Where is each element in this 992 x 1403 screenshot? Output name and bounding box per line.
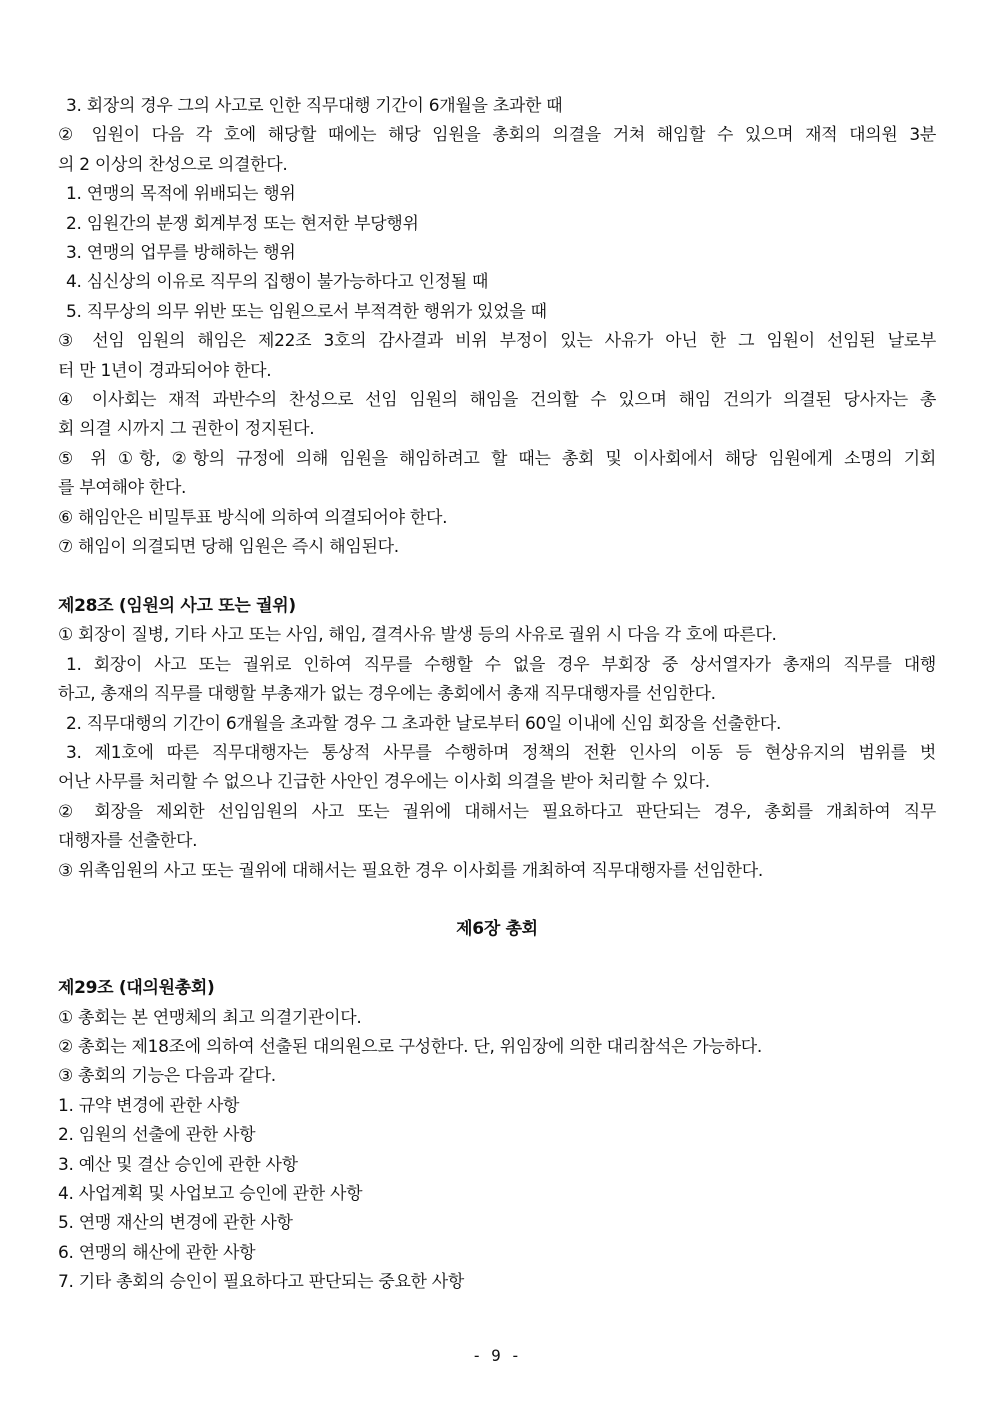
article27-para3-line1: ③ 선임 임원의 해임은 제22조 3호의 감사결과 비위 부정이 있는 사유가 아닌 한 그 임원이 선임된 날로부 [58,331,937,352]
article29-para3: ③ 총회의 기능은 다음과 같다. [58,1066,276,1087]
article28-para3: ③ 위촉임원의 사고 또는 궐위에 대해서는 필요한 경우 이사회를 개최하여 직무대행자를 선임한다. [58,860,763,881]
article27-para5-line1: ⑤ 위 ①항, ②항의 규정에 의해 임원을 해임하려고 할 때는 총회 및 이사회에서 해당 임원에게 소명의 기회 [58,448,936,469]
article28-item3-line1: 3. 제1호에 따른 직무대행자는 통상적 사무를 수행하며 정책의 전환 인사의 이동 등 현상유지의 범위를 벗 [66,742,936,763]
article29-item5: 5. 연맹 재산의 변경에 관한 사항 [58,1213,293,1234]
article27-para6: ⑥ 해임안은 비밀투표 방식에 의하여 의결되어야 한다. [58,507,448,528]
article28-item1-line1: 1. 회장이 사고 또는 궐위로 인하여 직무를 수행할 수 없을 경우 부회장 중 상서열자가 총재의 직무를 대행 [66,654,936,675]
article28-item3-line2: 어난 사무를 처리할 수 없으나 긴급한 사안인 경우에는 이사회 의결을 받아 처리할 수 있다. [58,772,710,793]
article29-item4: 4. 사업계획 및 사업보고 승인에 관한 사항 [58,1183,363,1204]
article29-heading: 제29조 (대의원총회) [58,978,215,999]
article27-para2-item2: 2. 임원간의 분쟁 회계부정 또는 현저한 부당행위 [66,213,419,234]
spacer [58,563,936,592]
article29-item6: 6. 연맹의 해산에 관한 사항 [58,1242,256,1263]
article27-para2-line1: ② 임원이 다음 각 호에 해당할 때에는 해당 임원을 총회의 의결을 거쳐 해임할 수 있으며 재적 대의원 3분 [58,125,936,146]
article29-item2: 2. 임원의 선출에 관한 사항 [58,1125,256,1146]
article27-para5-line2: 를 부여해야 한다. [58,478,187,499]
article27-item3: 3. 회장의 경우 그의 사고로 인한 직무대행 기간이 6개월을 초과한 때 [66,96,563,116]
document-page [58,92,936,1298]
article27-para2-item1: 1. 연맹의 목적에 위배되는 행위 [66,184,296,205]
article28-item1-line2: 하고, 총재의 직무를 대행할 부총재가 없는 경우에는 총회에서 총재 직무대행자를 선임한다. [58,684,716,705]
article28-para2-line1: ② 회장을 제외한 선임임원의 사고 또는 궐위에 대해서는 필요하다고 판단되는 경우, 총회를 개최하여 직무 [58,801,936,822]
article29-para2: ② 총회는 제18조에 의하여 선출된 대의원으로 구성한다. 단, 위임장에 의한 대리참석은 가능하다. [58,1036,762,1057]
article27-para2-item3: 3. 연맹의 업무를 방해하는 행위 [66,243,296,264]
spacer [58,886,936,915]
article28-para1: ① 회장이 질병, 기타 사고 또는 사임, 해임, 결격사유 발생 등의 사유로 궐위 시 다음 각 호에 따른다. [58,625,777,646]
article27-para2-item5: 5. 직무상의 의무 위반 또는 임원으로서 부적격한 행위가 있었을 때 [66,301,547,322]
article27-para4-line1: ④ 이사회는 재적 과반수의 찬성으로 선임 임원의 해임을 건의할 수 있으며 해임 건의가 의결된 당사자는 총 [58,390,936,411]
article28-heading: 제28조 (임원의 사고 또는 궐위) [58,595,296,616]
article28-item2: 2. 직무대행의 기간이 6개월을 초과할 경우 그 초과한 날로부터 60일 이내에 신임 회장을 선출한다. [66,713,782,734]
article27-para4-line2: 회 의결 시까지 그 권한이 정지된다. [58,419,315,440]
page-number: - 9 - [471,1346,521,1365]
article27-para2-item4: 4. 심신상의 이유로 직무의 집행이 불가능하다고 인정될 때 [66,272,489,293]
article28-para2-line2: 대행자를 선출한다. [58,831,198,852]
article29-para1: ① 총회는 본 연맹체의 최고 의결기관이다. [58,1007,362,1028]
spacer [58,945,936,974]
article29-item3: 3. 예산 및 결산 승인에 관한 사항 [58,1154,298,1175]
article27-para3-line2: 터 만 1년이 경과되어야 한다. [58,360,272,381]
article27-para7: ⑦ 해임이 의결되면 당해 임원은 즉시 해임된다. [58,537,399,558]
chapter-title: 제6장 총회 [456,919,538,940]
article29-item1: 1. 규약 변경에 관한 사항 [58,1095,240,1116]
article27-para2-line2: 의 2 이상의 찬성으로 의결한다. [58,154,288,175]
article29-item7: 7. 기타 총회의 승인이 필요하다고 판단되는 중요한 사항 [58,1272,465,1293]
